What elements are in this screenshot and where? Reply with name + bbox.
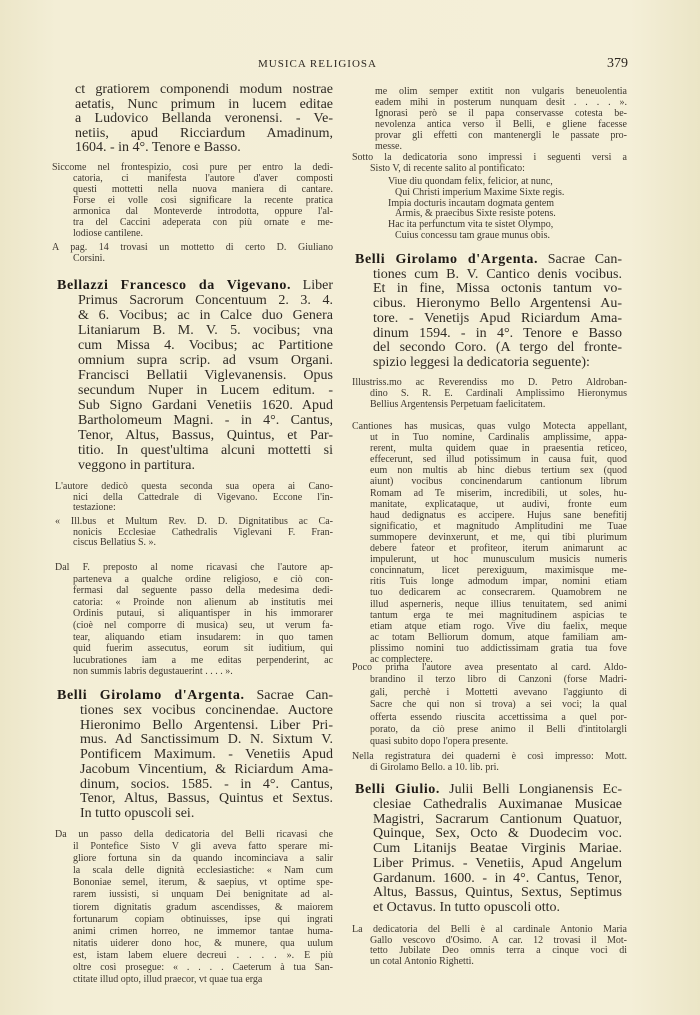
text-line: Altus, Bassus, Quintus, Sextus, Septimus (373, 885, 622, 901)
text-line: manitate, explicataque, ut audivi, fronte eum (370, 498, 627, 510)
text-line: animi crimen horreo, ne immemor tantae huma- (73, 925, 333, 937)
text-line: 1604. - in 4°. Tenore e Basso. (75, 140, 241, 155)
text-line: Ordinis putaui, si aliquantisper in his immorarer (73, 608, 333, 620)
text-line: dino S. R. E. Cardinali Amplissimo Hieronymus (370, 388, 627, 399)
text-line: secundum Nuper in Lucem editum. - (78, 383, 333, 398)
text-line: ct gratiorem componendi modum nostrae (75, 82, 333, 97)
text-line: fermasi dal seguente passo della medesima dedi- (73, 585, 333, 597)
entry-text: Sacrae Can- (244, 688, 333, 703)
text-line: Viue diu quondam felix, felicior, at nunc, (388, 176, 553, 187)
text-line: me olim semper extitit non vulgaris beneuolentia (375, 86, 627, 97)
text-line: eadem mihi in posterum nunquam desit . . . . ». (375, 97, 627, 108)
text-line: a Ludovico Bellanda veronensi. - Ve- (75, 111, 333, 126)
text-line: brandino il terzo libro di Canzoni (forse Madri- (370, 674, 627, 686)
text-line: netiis, apud Ricciardum Amadinum, (75, 125, 333, 141)
entry-belli-girolamo-1594 (355, 252, 622, 371)
text-line: catoria: « Proinde non alienum ab institutis mei (73, 596, 333, 608)
text-line: Gardanum. 1600. - in 4°. Cantus, Tenor, (373, 870, 622, 886)
text-line: aetatis, Nunc primum in lucem editae (75, 96, 333, 112)
text-line: di Girolamo Bello. a 10. lib. pri. (370, 762, 499, 773)
text-line: mus. Ad Sanctissimum D. N. Sixtum V. (80, 732, 333, 748)
text-line: provar gli effetti con mantenergli le passate pro- (375, 130, 627, 141)
text-line: nevolenza antica verso il Belli, e gliene facesse (375, 119, 627, 130)
text-line: concinnatum, licet perexiguum, maximisque me- (370, 565, 627, 577)
text-line: L'autore dedicò questa seconda sua opera ai Cano- (55, 481, 333, 492)
text-line: Cum Litanijs Beatae Virginis Mariae. (373, 841, 622, 856)
text-line: A pag. 14 trovasi un mottetto di certo D. Giuliano (52, 242, 333, 253)
note-continuation (375, 86, 627, 152)
text-line: Liber Primus. - Venetiis, Apud Angelum (373, 855, 622, 871)
note-la-dedicatoria (352, 924, 627, 968)
text-line: Litaniarum B. M. V. 5. vocibus; vna (78, 323, 333, 338)
text-line: quasi subito dopo l'opera presente. (370, 736, 509, 748)
text-line: veggono in partitura. (78, 458, 196, 473)
text-line: tiorem dignitatis gradum ascendisses, & maiorem (73, 901, 333, 913)
text-line: nitatis uiderer dono hoc, & munere, qua uulum (73, 937, 333, 949)
text-line: Cantiones has musicas, quas vulgo Motecta appellant, (352, 421, 627, 432)
text-line: est, istam labem eluere decreui . . . . ». E più (73, 949, 333, 961)
text-line: rarem iussisti, si unquam Dei benignitate ad al- (73, 889, 333, 901)
text-line: ciscus Bellatius S. ». (73, 537, 157, 548)
text-line: Forse ei volle così significare la recente pratica (73, 195, 333, 206)
text-line: Da un passo della dedicatoria del Belli ricavasi che (55, 829, 333, 840)
text-line: Primus Sacrorum Concentuum 2. 3. 4. (78, 293, 333, 308)
text-line (57, 689, 333, 704)
text-line: omnium supra scrip. ad vsum Organi. (78, 353, 333, 368)
text-line: ac complectere. (370, 653, 433, 665)
text-line: Jacobum Vincentium, & Riciardum Ama- (80, 761, 333, 777)
text-line: aiunt) vocibus concinendarum cantionum librum (370, 476, 627, 488)
text-line (355, 783, 622, 798)
text-line: lodiose cantilene. (73, 228, 143, 239)
text-line: armonica dal Monteverde introdotta, oppure l'al- (73, 206, 333, 217)
text-line: parteneva a qualche ordine religioso, e ciò con- (73, 573, 333, 585)
note-illustriss (352, 377, 627, 410)
text-line: la scala delle dignità ecclesiastiche: « Nam cum (73, 865, 333, 877)
text-line: illud asperneris, neque illius tenuitatem, sed animi (370, 598, 627, 610)
text-line: Dal F. preposto al nome ricavasi che l'autore ap- (55, 562, 333, 573)
text-line: Ignorasi però se il papa conservasse cotesta be- (375, 108, 627, 119)
note-da-un-passo (55, 829, 333, 986)
text-line: Armis, & praecibus Sixte resiste potens. (395, 208, 556, 220)
entry-text: Liber (291, 278, 333, 293)
note-illbus (55, 516, 333, 549)
text-line: eum non multis ab hinc diebus tertium sex (quod (370, 465, 627, 477)
text-line: clesiae Cathedralis Auximanae Musicae (373, 796, 622, 812)
text-line: Et in fine, Missa octonis tantum vo- (373, 281, 622, 297)
text-line: Hieronimo Bello Argentensi. Liber Pri- (80, 717, 333, 733)
continuation-paragraph (75, 83, 333, 156)
text-line: ritis Tuis longe admodum impar, nomini etiam (370, 576, 627, 588)
text-line: Tenor, Altus, Bassus, Quintus et Sextus. (80, 791, 333, 807)
text-line: un cotal Antonio Righetti. (370, 956, 474, 968)
text-line: ac totam Belliorum domum, atque familiam am- (370, 631, 627, 643)
page-number: 379 (607, 56, 628, 71)
entry-heading: Belli Girolamo d'Argenta. (57, 688, 245, 703)
text-line: Sub Signo Gardani Venetiis 1620. Apud (78, 398, 333, 413)
text-line: tiones sex vocibus concinendae. Auctore (80, 702, 333, 718)
text-line: lucubrationes iam a me editas perpenderint, ac (73, 654, 333, 666)
text-line: cum Missa 4. Vocibus; ac Partitione (78, 338, 333, 353)
text-line: titio. In quest'ultima alcuni mottetti si (78, 443, 333, 458)
text-line: Impia docturis incautam dogmata gentem (388, 197, 555, 209)
text-line: & 6. Vocibus; ac in Calce duo Genera (78, 308, 333, 323)
text-line: gali, perchè i Mottetti avevano l'aggiunto di (370, 686, 627, 698)
text-line: nici della Cattedrale di Vigevano. Eccone l'in- (73, 491, 333, 503)
text-line: Gallo vescovo d'Osimo. A car. 12 trovasi il Mot- (370, 934, 627, 946)
text-line: In tutto opuscoli sei. (80, 806, 195, 821)
text-line: tear, aliquando etiam insudarem: in quo tamen (73, 631, 333, 643)
text-line: non summis labris degustauerint . . . . ». (73, 666, 233, 678)
text-line: Tenor, Altus, Bassus, Quintus, et Par- (78, 428, 333, 443)
text-line: Siccome nel frontespizio, così pure per entro la dedi- (52, 162, 333, 173)
text-line: questi mottetti nella nuova maniera di cantare. (73, 184, 333, 195)
entry-heading: Belli Girolamo d'Argenta. (355, 252, 539, 267)
text-line: tore. - Venetijs Apud Riciardum Ama- (373, 310, 622, 326)
text-line: catoria, ci manifesta l'autore d'aver composti (73, 173, 333, 184)
text-line: rerent, multa quidem quae in praesentia reticeo, (370, 443, 627, 455)
text-line: Hac ita perfunctum vita te sistet Olympo, (388, 219, 554, 231)
text-line: etiam atque etiam rogo. Vive diu faelix, meque (370, 620, 627, 632)
text-line: cibus. Hieronymo Bello Argentensi Au- (373, 296, 622, 312)
running-header: MUSICA RELIGIOSA (258, 58, 377, 70)
entry-belli-girolamo-1585 (57, 688, 333, 822)
text-line: porato, da ciò prese animo il Belli d'intitolargli (370, 724, 627, 736)
text-line: Quinque, Sex, Octo & Duodecim voc. (373, 826, 622, 842)
note-siccome (52, 162, 333, 239)
text-line: il Pontefice Sisto V gli aveva fatto sperare mi- (73, 841, 333, 853)
text-line: Sacre che qui non si trova) a sei voci; la qual (370, 699, 627, 711)
text-line: gliore fortuna sin da quando incominciava a salir (73, 853, 333, 865)
text-line: et Octavus. In tutto opuscoli otto. (373, 900, 561, 915)
text-line: tuo dedicarem ac consecrarem. Quamobrem ne (370, 587, 627, 599)
entry-text: Sacrae Can- (538, 252, 622, 267)
text-line: Qui Christi imperium Maxime Sixte regis. (395, 186, 565, 198)
text-line (355, 253, 622, 268)
entry-bellazzi (57, 278, 333, 473)
text-line: debere fateor et profiteor, iterum animarunt ac (370, 543, 627, 555)
text-line: ctitate illud opto, illud praecor, vt quae tua erga (73, 974, 263, 986)
text-line: Magistri, Sacrarum Cantionum Quatuor, (373, 811, 622, 827)
note-pag (52, 242, 333, 264)
text-line: Cuius concessu tam graue munus obis. (395, 229, 550, 241)
text-line: spizio leggesi la dedicatoria seguente): (373, 354, 590, 370)
verse (388, 177, 628, 242)
entry-belli-giulio (355, 782, 622, 916)
text-line: nonicis Ecclesiae Cathedralis Viglevani F. Fran- (73, 526, 333, 538)
text-line: tetto Jubilate Deo omnis terra a cinque voci di (370, 945, 627, 957)
text-line: plissimo nomini tuo addictissimam gratia tua fove (370, 642, 627, 654)
text-line: del secondo Coro. (A tergo del fronte- (373, 340, 622, 356)
text-line (57, 278, 333, 293)
text-line: tiones cum B. V. Cantico denis vocibus. (373, 266, 622, 282)
text-line: Pontificem Maximum. - Venetiis Apud (80, 747, 333, 762)
entry-heading: Bellazzi Francesco da Vigevano. (57, 278, 292, 293)
note-cantiones (352, 421, 627, 665)
text-line: oltre così prosegue: « . . . . Caeterum à tua San- (73, 962, 333, 974)
text-line: messe. (375, 141, 402, 152)
text-line: offerta essendo riuscita accettissima a quel por- (370, 711, 627, 723)
text-line: Bellius Argentensis Perpetuam faelicitatem. (370, 399, 546, 410)
text-line: dinum 1594. - in 4°. Tenore e Basso (373, 325, 622, 341)
text-line: Romam ad Te miserim, incredibili, ut soles, hu- (370, 487, 627, 499)
entry-text: Julii Belli Longianensis Ec- (440, 782, 622, 797)
text-line: Bononiae semel, iterum, & saepius, vt optime spe- (73, 877, 333, 889)
text-line: significatio, et magnitudo Amplitudini me Tuae (370, 520, 627, 532)
text-line: quid fuerim assecutus, eorum sit iuditium, qui (73, 643, 333, 655)
note-poco (352, 662, 627, 749)
text-line: Nella registratura dei quaderni è così impresso: Mott. (352, 751, 627, 762)
text-line: Sotto la dedicatoria sono impressi i seguenti versi a (352, 152, 627, 163)
note-autore (55, 481, 333, 514)
text-line: tantum erga te mei magnitudinem aspicias te (370, 609, 627, 621)
text-line: testazione: (73, 502, 116, 513)
text-line: dinum, socios. 1585. - in 4°. Cantus, (80, 776, 333, 792)
entry-heading: Belli Giulio. (355, 782, 441, 797)
text-line: Francisci Bellatii Viglevanensis. Opus (78, 368, 333, 383)
text-line: effecerunt, sed illud potissimum in causa fuit, quod (370, 454, 627, 466)
text-line: Sisto V, di recente salito al pontificato: (370, 163, 525, 174)
text-line: Poco prima l'autore avea presentato al card. Aldo- (352, 662, 627, 673)
note-nella (352, 751, 627, 773)
text-line: La dedicatoria del Belli è al cardinale Antonio Maria (352, 924, 627, 935)
text-line: impulerunt, ut hoc munusculum musicis numeris (370, 554, 627, 566)
text-line: « Ill.bus et Multum Rev. D. D. Dignitatibus ac Ca- (55, 516, 333, 527)
text-line: summopere devinxerunt, et me, qui tibi plurimum (370, 531, 627, 543)
text-line: Bartholomeum Magni. - in 4°. Cantus, (78, 413, 333, 428)
text-line: haud dedignatus es accipere. Hujus sane benefitij (370, 509, 627, 521)
text-line: ut in Tuo nomine, Cardinalis amplissime, appa- (370, 432, 627, 444)
text-line: Illustriss.mo ac Reverendiss mo D. Petro Aldroban- (352, 377, 627, 388)
text-line: Corsini. (73, 253, 105, 264)
note-sotto (352, 152, 627, 174)
text-line: (cioè nel comporre di musica) seu, ut verum fa- (73, 619, 333, 631)
text-line: tra del Caccini adeperata con più ornate e me- (73, 217, 333, 228)
note-dal (55, 562, 333, 678)
text-line: fortunarum copiam obtinuisses, ipse qui ingrati (73, 913, 333, 925)
